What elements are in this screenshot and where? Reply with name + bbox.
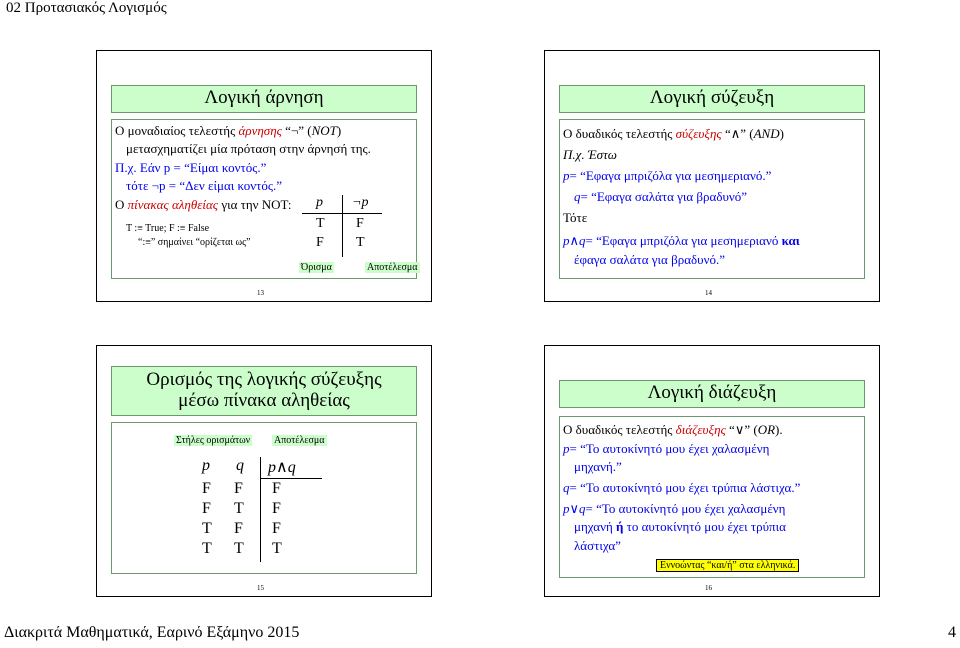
text-line: q= “Εφαγα σαλάτα για βραδυνό” — [574, 189, 748, 204]
table-header: q — [236, 457, 244, 474]
text-line: μετασχηματίζει μία πρόταση στην άρνησή της. — [126, 141, 371, 156]
text-line: μηχανή.” — [574, 459, 622, 474]
text-line: τότε ¬p = “Δεν είμαι κοντός.” — [126, 178, 283, 193]
table-header: ¬p — [352, 195, 369, 210]
table-cell: T — [234, 540, 244, 557]
slide-title-line: Ορισμός της λογικής σύζευξης — [146, 369, 382, 390]
slide-content — [559, 416, 865, 578]
slide-title: Λογική άρνηση — [111, 85, 417, 113]
table-header: p — [202, 457, 210, 474]
label-result: Αποτέλεσμα — [367, 262, 418, 273]
text-line: p= “Εφαγα μπριζόλα για μεσημεριανό.” — [563, 168, 772, 183]
table-cell: F — [234, 480, 243, 497]
text-line: Π.χ. Έστω — [563, 147, 617, 162]
text-line: p= “Το αυτοκίνητό μου έχει χαλασμένη — [563, 441, 770, 456]
label-argument: Όρισμα — [301, 262, 332, 273]
text-line: “:≡” σημαίνει “ορίζεται ως” — [138, 237, 251, 248]
page-footer-right: 4 — [948, 624, 956, 641]
note-box: Εννοώντας “και/ή” στα ελληνικά. — [656, 559, 799, 572]
table-header: p∧q — [268, 459, 296, 476]
table-cell: T — [234, 500, 244, 517]
slide-content — [559, 119, 865, 279]
text-line: T :≡ True; F :≡ False — [126, 223, 210, 234]
table-cell: T — [272, 540, 282, 557]
table-cell: F — [272, 500, 281, 517]
slide-number: 16 — [705, 584, 712, 592]
truth-table — [302, 195, 382, 257]
table-cell: F — [202, 480, 211, 497]
table-cell: F — [234, 520, 243, 537]
table-cell: F — [202, 500, 211, 517]
text-line: Τότε — [563, 210, 588, 225]
page-header: 02 Προτασιακός Λογισμός — [6, 0, 167, 16]
truth-table — [202, 457, 322, 562]
slide-15 — [96, 345, 432, 597]
text-line: q= “Το αυτοκίνητό μου έχει τρύπια λάστιχα.” — [563, 480, 801, 495]
text-line: Ο πίνακας αληθείας για την NOT: — [115, 197, 292, 212]
table-cell: F — [272, 480, 281, 497]
slide-title-line: μέσω πίνακα αληθείας — [178, 390, 350, 411]
text-line: λάστιχα” — [574, 538, 621, 553]
text-line: Ο δυαδικός τελεστής σύζευξης “∧” (AND) — [563, 126, 784, 141]
table-cell: T — [202, 540, 212, 557]
page-footer-left: Διακριτά Μαθηματικά, Εαρινό Εξάμηνο 2015 — [4, 624, 300, 641]
slide-16 — [544, 345, 880, 597]
text-line: έφαγα σαλάτα για βραδυνό.” — [574, 252, 725, 267]
label-argument-columns: Στήλες ορισμάτων — [176, 435, 251, 446]
slide-content — [111, 119, 417, 279]
slide-title: Λογική διάζευξη — [559, 380, 865, 408]
table-cell: T — [202, 520, 212, 537]
text-line: p∧q= “Εφαγα μπριζόλα για μεσημεριανό και — [563, 233, 800, 248]
slide-number: 14 — [705, 289, 712, 297]
text-line: Ο δυαδικός τελεστής διάζευξης “∨” (OR). — [563, 422, 783, 437]
text-line: Ο μοναδιαίος τελεστής άρνησης “¬” (NOT) — [115, 123, 342, 138]
text-line: μηχανή ή το αυτοκίνητό μου έχει τρύπια — [574, 519, 786, 534]
label-result: Αποτέλεσμα — [274, 435, 325, 446]
slide-13 — [96, 50, 432, 302]
slide-number: 13 — [257, 289, 264, 297]
table-cell: F — [316, 235, 324, 250]
slide-14 — [544, 50, 880, 302]
table-cell: F — [272, 520, 281, 537]
slide-title — [111, 366, 417, 416]
slide-number: 15 — [257, 584, 264, 592]
table-cell: F — [356, 216, 364, 231]
text-line: p∨q= “Το αυτοκίνητό μου έχει χαλασμένη — [563, 501, 786, 516]
table-cell: T — [316, 216, 325, 231]
table-cell: T — [356, 235, 365, 250]
slide-content — [111, 422, 417, 574]
slide-title: Λογική σύζευξη — [559, 85, 865, 113]
text-line: Π.χ. Εάν p = “Είμαι κοντός.” — [115, 160, 267, 175]
table-header: p — [316, 195, 323, 210]
